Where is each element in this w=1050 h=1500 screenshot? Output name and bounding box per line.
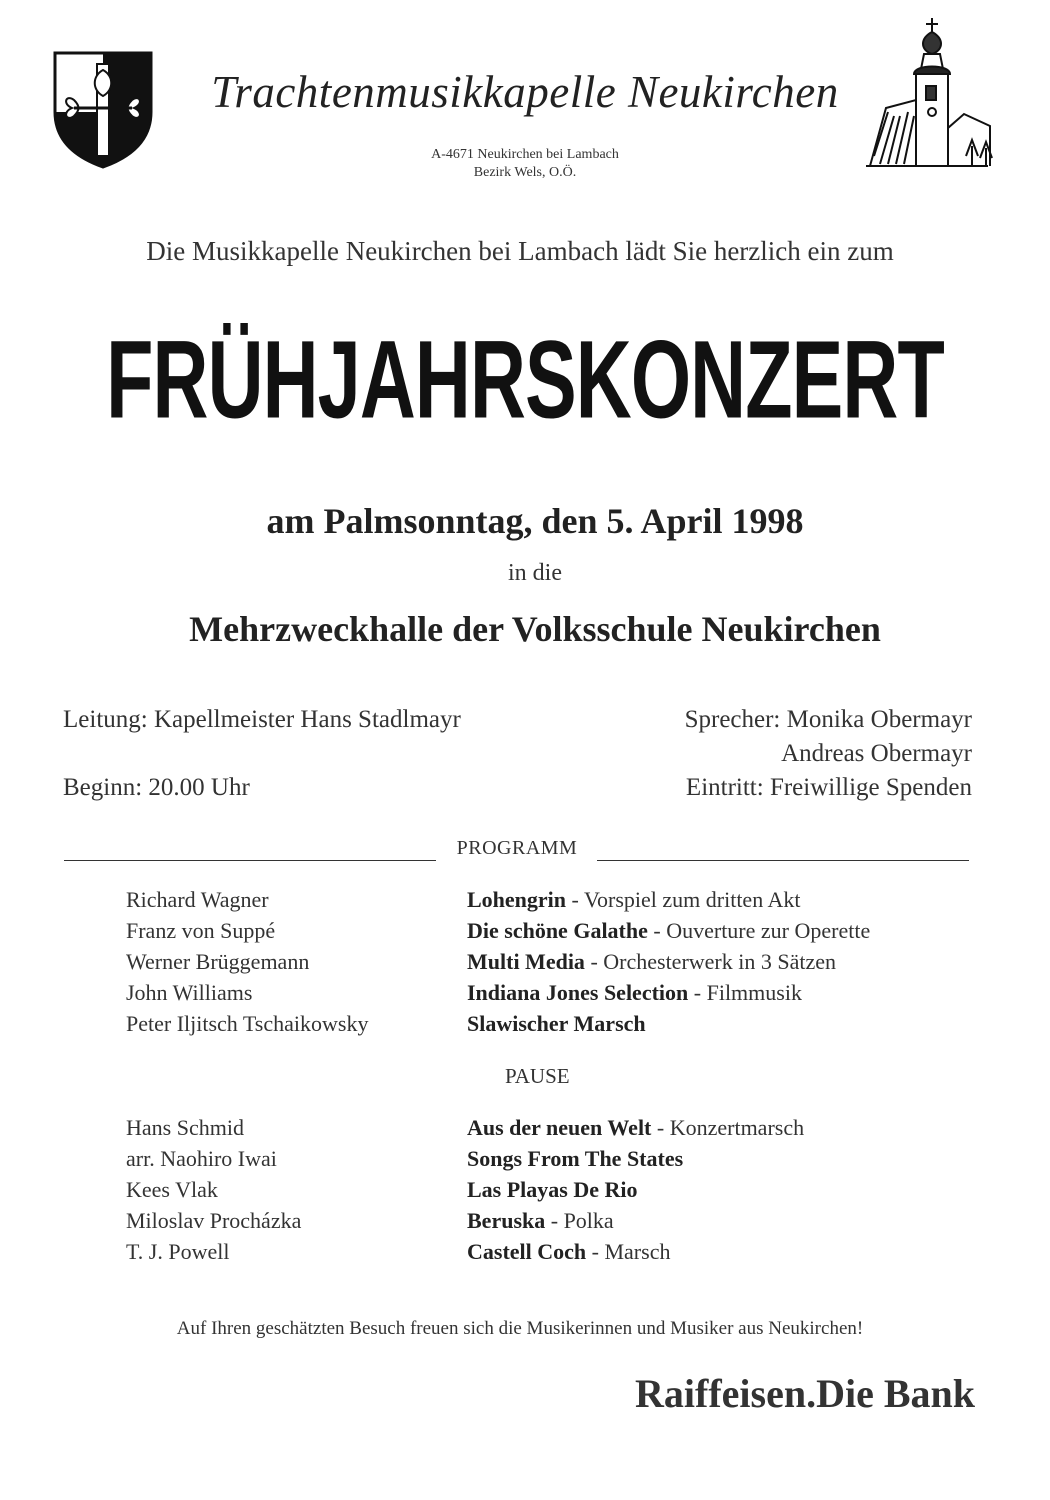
composer: Kees Vlak — [126, 1177, 218, 1202]
address-line-1: A-4671 Neukirchen bei Lambach — [431, 147, 619, 162]
program-row — [126, 977, 1006, 1008]
piece-subtitle: - Konzertmarsch — [651, 1115, 805, 1140]
composer: Franz von Suppé — [126, 918, 276, 943]
program-row — [126, 1143, 1006, 1174]
piece-subtitle: - Filmmusik — [688, 980, 802, 1005]
piece — [467, 1205, 614, 1236]
admission: Eintritt: Freiwillige Spenden — [685, 774, 972, 801]
piece-subtitle: - Polka — [545, 1208, 614, 1233]
event-title-text: FRÜHJAHRSKONZERT — [106, 317, 944, 442]
program-row — [126, 1112, 1006, 1143]
piece — [467, 1112, 804, 1143]
speakers-line-2: Andreas Obermayr — [781, 740, 972, 767]
band-title: Trachtenmusikkapelle Neukirchen — [211, 67, 839, 117]
program-heading: PROGRAMM — [456, 837, 578, 859]
composer: Richard Wagner — [126, 887, 269, 912]
conductor: Leitung: Kapellmeister Hans Stadlmayr — [63, 706, 461, 733]
start-time: Beginn: 20.00 Uhr — [63, 774, 250, 801]
piece — [467, 1143, 683, 1174]
event-title — [40, 317, 1010, 442]
divider-right — [597, 860, 969, 861]
composer: T. J. Powell — [126, 1239, 230, 1264]
piece-subtitle: - Orchesterwerk in 3 Sätzen — [584, 949, 837, 974]
address — [340, 146, 710, 182]
pause-label: PAUSE — [505, 1064, 570, 1088]
composer: John Williams — [126, 980, 253, 1005]
church-icon — [862, 16, 994, 184]
piece-subtitle: - Ouverture zur Operette — [647, 918, 871, 943]
piece-title: Slawischer Marsch — [467, 1011, 646, 1036]
piece — [467, 946, 836, 977]
piece-title: Las Playas De Rio — [467, 1177, 638, 1202]
piece — [467, 1174, 638, 1205]
composer: arr. Naohiro Iwai — [126, 1146, 277, 1171]
program-row — [126, 1174, 1006, 1205]
piece-title: Multi Media — [467, 949, 585, 974]
piece — [467, 884, 800, 915]
program-row — [126, 884, 1006, 915]
piece — [467, 1008, 646, 1039]
address-line-2: Bezirk Wels, O.Ö. — [473, 165, 577, 180]
invitation-text: Die Musikkapelle Neukirchen bei Lambach lädt Sie herzlich ein zum — [146, 236, 894, 266]
program-row — [126, 1008, 1006, 1039]
program-row — [126, 1205, 1006, 1236]
program-row — [126, 946, 1006, 977]
divider-left — [64, 860, 436, 861]
piece — [467, 977, 802, 1008]
in-die-text: in die — [508, 560, 562, 586]
piece-title: Lohengrin — [467, 887, 567, 912]
piece — [467, 915, 870, 946]
piece-title: Die schöne Galathe — [467, 918, 648, 943]
speakers-line-1: Sprecher: Monika Obermayr — [684, 706, 972, 733]
composer: Hans Schmid — [126, 1115, 244, 1140]
piece-title: Songs From The States — [467, 1146, 684, 1171]
composer: Miloslav Procházka — [126, 1208, 302, 1233]
event-venue: Mehrzweckhalle der Volksschule Neukirchen — [189, 609, 881, 649]
details-left — [63, 703, 583, 805]
piece-subtitle: - Vorspiel zum dritten Akt — [566, 887, 801, 912]
details-right — [560, 703, 972, 805]
piece-title: Indiana Jones Selection — [467, 980, 689, 1005]
sponsor-text: Raiffeisen.Die Bank — [635, 1371, 975, 1416]
piece-subtitle: - Marsch — [586, 1239, 671, 1264]
closing-text: Auf Ihren geschätzten Besuch freuen sich die Musikerinnen und Musiker aus Neukirchen! — [176, 1318, 864, 1339]
coat-of-arms-icon — [52, 50, 154, 170]
composer: Werner Brüggemann — [126, 949, 310, 974]
program-part-1 — [126, 884, 1006, 1039]
program-row — [126, 915, 1006, 946]
piece — [467, 1236, 670, 1267]
program-row — [126, 1236, 1006, 1267]
piece-title: Castell Coch — [467, 1239, 587, 1264]
composer: Peter Iljitsch Tschaikowsky — [126, 1011, 369, 1036]
piece-title: Beruska — [467, 1208, 546, 1233]
piece-title: Aus der neuen Welt — [467, 1115, 652, 1140]
program-part-2 — [126, 1112, 1006, 1267]
event-date: am Palmsonntag, den 5. April 1998 — [266, 501, 804, 541]
